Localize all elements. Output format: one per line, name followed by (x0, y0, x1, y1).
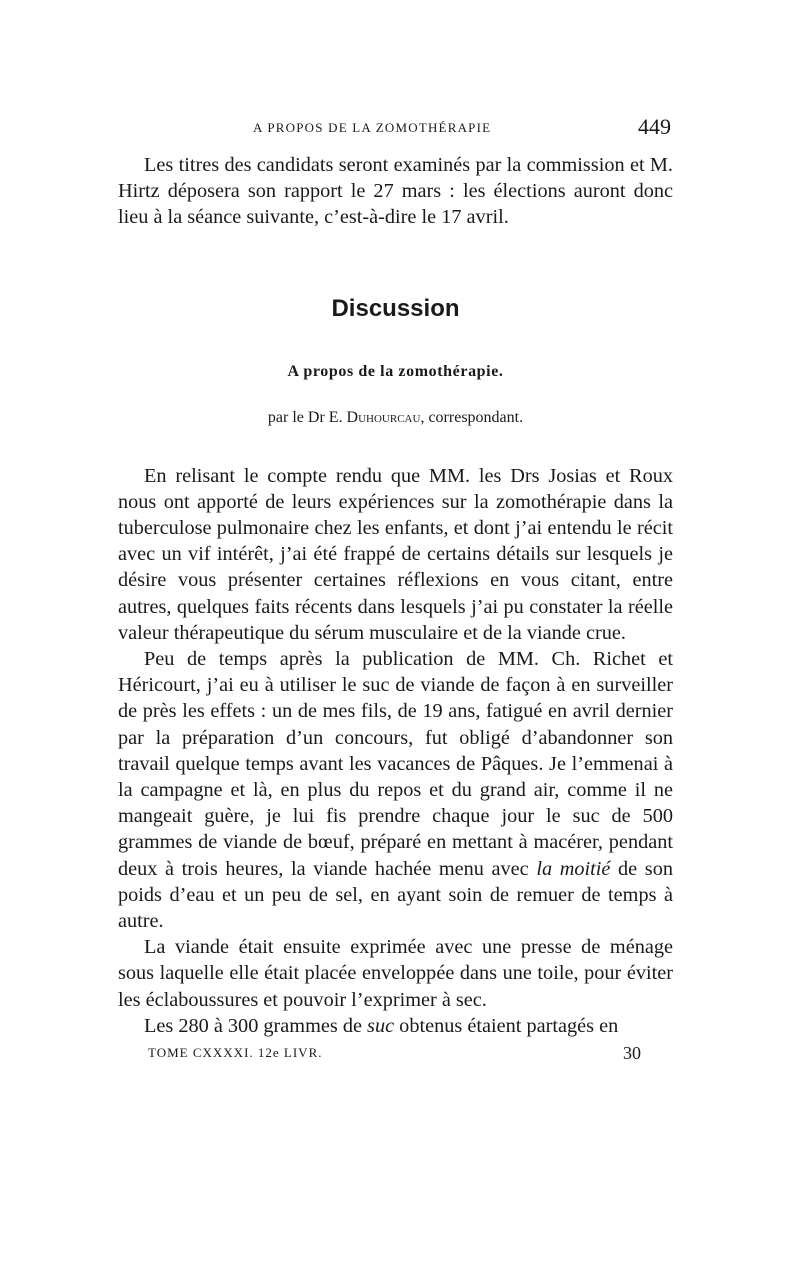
paragraph-4-text-end: obtenus étaient partagés en (399, 1014, 619, 1037)
article-title: A propos de la zomothérapie. (287, 362, 504, 380)
running-head (118, 112, 673, 152)
byline-prefix: par le Dr E. (267, 408, 343, 426)
page-number: 449 (638, 114, 671, 139)
paragraph-2-italic: la moitié (536, 857, 611, 880)
paragraph-2-text-end: de son poids d’eau et un peu de sel, en ayant soin de remuer de temps à autre. (118, 857, 673, 933)
footer-sheet-number: 30 (623, 1043, 641, 1064)
byline (118, 409, 673, 427)
paragraph-4-italic: suc (367, 1014, 395, 1037)
page-footer (118, 1043, 673, 1073)
footer-signature: TOME CXXXXI. 12e LIVR. (148, 1045, 323, 1061)
paragraph-4-text: Les 280 à 300 grammes de (144, 1014, 362, 1037)
byline-suffix: , correspondant. (420, 408, 524, 426)
document-page (118, 112, 673, 1073)
paragraph-3: La viande était ensuite exprimée avec une presse de ménage sous laquelle elle était placée enveloppée dans une toile, pour éviter les éclaboussures et pouvoir l’exprimer à sec. (118, 936, 673, 1011)
paragraph-2-text: Peu de temps après la publication de MM. Ch. Richet et Héricourt, j’ai eu à utiliser le suc de viande de façon à en surveiller de près les effets : un de mes fils, de 19 ans, fatigué en avril dernier par la préparation d’un concours, fut obligé d’abandonner son travail quelque temps avant les vacances de Pâques. Je l’emmenai à la campagne et là, en plus du repos et du grand air, comme il ne mangeait guère, je lui fis prendre chaque jour le suc de 500 grammes de viande de bœuf, préparé en mettant à macérer, pendant deux à trois heures, la viande hachée menu avec (118, 648, 673, 880)
intro-paragraph: Les titres des candidats seront examinés par la commission et M. Hirtz déposera son rapport le 27 mars : les élections auront donc lieu à la séance suivante, c’est-à-dire le 17 avril. (118, 154, 673, 229)
byline-author: Duhourcau (346, 408, 421, 426)
paragraph-2 (118, 646, 673, 934)
paragraph-4 (118, 1013, 673, 1039)
section-title: Discussion (331, 294, 460, 322)
running-title: A PROPOS DE LA ZOMOTHÉRAPIE (253, 120, 492, 135)
paragraph-1: En relisant le compte rendu que MM. les Drs Josias et Roux nous ont apporté de leurs expériences sur la zomothérapie dans la tuberculose pulmonaire chez les enfants, et dont j’ai entendu le récit avec un vif intérêt, j’ai été frappé de certains détails sur lesquels je désire vous présenter certaines réflexions en vous citant, entre autres, quelques faits récents dans lesquels j’ai pu constater la réelle valeur thérapeutique du sérum musculaire et de la viande crue. (118, 464, 673, 644)
